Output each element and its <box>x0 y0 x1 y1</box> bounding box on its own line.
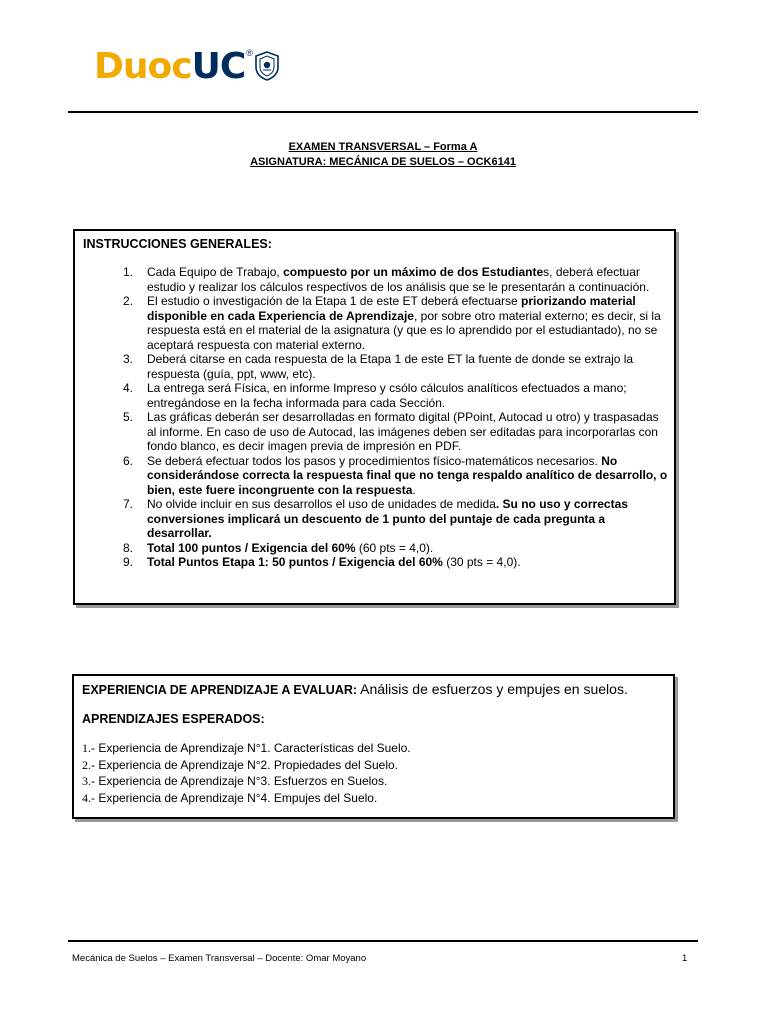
instruction-text-bold: . Su no uso y correctas conversiones implicará un descuento de 1 punto del puntaje de cada pregunta a desarrollar. <box>147 497 628 540</box>
instruction-text-bold: compuesto por un máximo de dos Estudiante <box>283 265 544 279</box>
expected-learning-item <box>82 740 411 757</box>
instruction-number: 7. <box>123 497 134 511</box>
expected-learnings-list <box>82 740 411 806</box>
expected-learning-text: - Experiencia de Aprendizaje N°4. Empujes del Suelo. <box>91 790 378 805</box>
instruction-item <box>93 541 668 556</box>
header-divider <box>68 111 698 113</box>
instruction-text: s, deberá efectuar estudio y realizar los cálculos respectivos de los análisis que se le presentarán a continuación. <box>147 265 650 294</box>
instruction-number: 5. <box>123 410 134 424</box>
expected-learning-text: - Experiencia de Aprendizaje N°1. Características del Suelo. <box>91 741 411 755</box>
instruction-text: Las gráficas deberán ser desarrolladas en formato digital (PPoint, Autocad u otro) y traspasadas al informe. En caso de uso de Autocad, las imágenes deben ser editadas para incorporarlas con fondo blanco, es decir imagen previa de impresión en PDF. <box>147 410 659 453</box>
instruction-number: 6. <box>123 453 134 468</box>
instruction-text: Deberá citarse en cada respuesta de la Etapa 1 de este ET la fuente de donde se extrajo la respuesta (guía, ppt, www, etc). <box>147 352 634 381</box>
instruction-item <box>93 454 668 498</box>
instruction-item <box>93 265 668 294</box>
expected-learning-item <box>82 773 411 790</box>
instruction-text-bold: No considerándose correcta la respuesta final que no tenga respaldo analítico de desarrollo, o bien, este fuere incongruente con la respuesta <box>147 453 668 497</box>
instruction-item <box>93 410 668 454</box>
instruction-item <box>93 555 668 570</box>
duocuc-logo <box>94 44 280 88</box>
instruction-number: 3. <box>123 352 134 366</box>
instruction-text: . <box>412 482 416 497</box>
expected-learning-text: - Experiencia de Aprendizaje N°2. Propiedades del Suelo. <box>91 757 398 772</box>
instruction-number: 1. <box>123 265 134 279</box>
instruction-text: , por sobre otro material externo; es decir, si la respuesta está en el material de la asignatura (y que es lo aprendido por el estudiantado), no se aceptará respuesta con material externo. <box>147 308 661 352</box>
instruction-text: Cada Equipo de Trabajo, <box>147 265 284 279</box>
instruction-text-bold: Total 100 puntos / Exigencia del 60% <box>147 540 356 555</box>
expected-learning-number: 1. <box>82 741 91 755</box>
exam-title: EXAMEN TRANSVERSAL – Forma A <box>288 141 478 153</box>
logo-duoc-text: Duoc <box>94 45 192 87</box>
instruction-text: (60 pts = 4,0). <box>355 540 434 555</box>
instruction-item <box>93 352 668 381</box>
instruction-text: Se deberá efectuar todos los pasos y procedimientos físico-matemáticos necesarios. <box>147 453 602 468</box>
instruction-number: 8. <box>123 540 134 555</box>
page-number: 1 <box>682 953 688 964</box>
instructions-title: INSTRUCCIONES GENERALES: <box>83 237 272 251</box>
expected-learning-number: 3. <box>82 774 91 788</box>
instruction-number: 2. <box>123 294 134 308</box>
experience-label: EXPERIENCIA DE APRENDIZAJE A EVALUAR: <box>82 683 358 697</box>
expected-learning-item <box>82 757 411 774</box>
logo-uc-text: UC <box>191 45 246 87</box>
expected-learnings-title: APRENDIZAJES ESPERADOS: <box>82 712 265 726</box>
instruction-item <box>93 294 668 352</box>
experience-value: Análisis de esfuerzos y empujes en suelos. <box>357 681 628 697</box>
logo-registered-mark: ® <box>246 48 253 58</box>
experience-box <box>72 674 675 819</box>
instruction-text-bold: priorizando material disponible en cada Experiencia de Aprendizaje <box>147 294 636 323</box>
instruction-text: No olvide incluir en sus desarrollos el uso de unidades de medida <box>147 497 496 511</box>
instruction-item <box>93 381 668 410</box>
expected-learning-number: 2. <box>82 757 91 772</box>
expected-learning-number: 4. <box>82 790 91 805</box>
instruction-text: El estudio o investigación de la Etapa 1 de este ET deberá efectuarse <box>147 294 522 308</box>
instruction-text: La entrega será Física, en informe Impreso y csólo cálculos analíticos efectuados a mano; entregándose en la fecha informada para cada Sección. <box>147 381 627 410</box>
instruction-number: 9. <box>123 555 134 569</box>
expected-learning-item <box>82 790 411 807</box>
subject-title: ASIGNATURA: MECÁNICA DE SUELOS – OCK6141 <box>250 156 516 168</box>
expected-learning-text: - Experiencia de Aprendizaje N°3. Esfuerzos en Suelos. <box>91 774 388 788</box>
instruction-number: 4. <box>123 381 134 395</box>
instruction-text: (30 pts = 4,0). <box>442 555 521 569</box>
experience-line <box>82 681 628 699</box>
instruction-text-bold: Total Puntos Etapa 1: 50 puntos / Exigencia del 60% <box>147 555 443 569</box>
footer-text: Mecánica de Suelos – Examen Transversal – Docente: Omar Moyano <box>72 953 367 964</box>
instructions-box <box>73 229 676 605</box>
instruction-item <box>93 497 668 541</box>
footer-divider <box>68 940 698 942</box>
instructions-list <box>93 265 668 570</box>
university-seal-icon <box>254 51 280 81</box>
